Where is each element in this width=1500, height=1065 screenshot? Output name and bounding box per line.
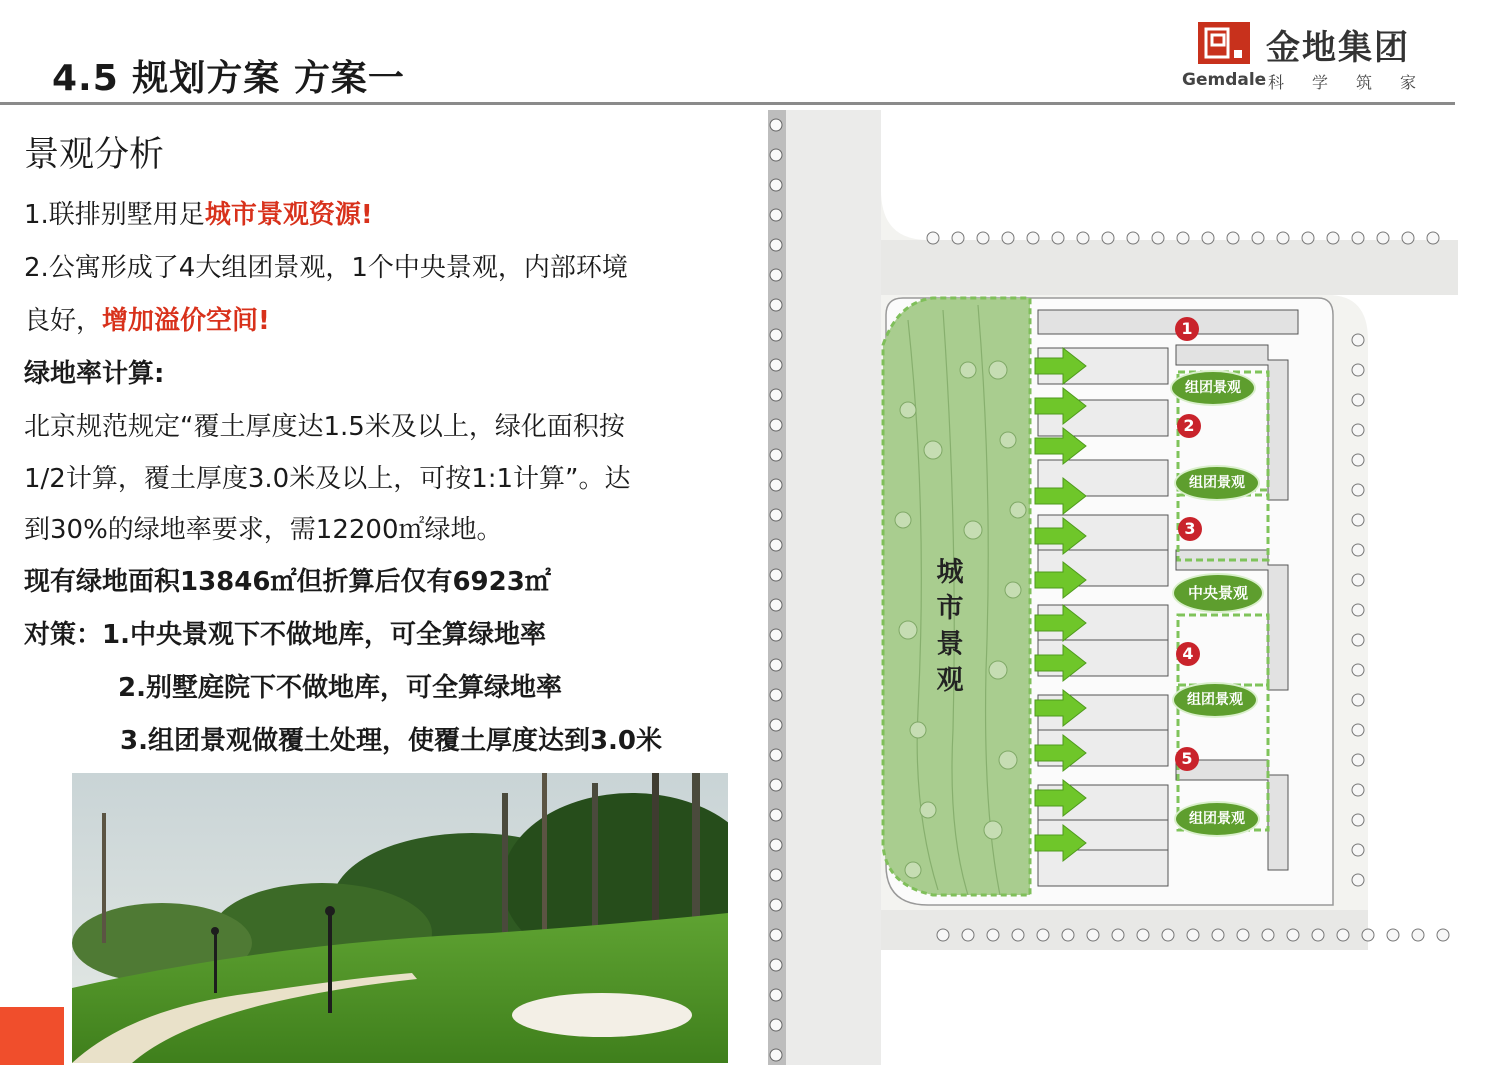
- rule-line-1: 北京规范规定“覆土厚度达1.5米及以上，绿化面积按: [24, 412, 625, 442]
- marker-2: 2: [1177, 414, 1201, 438]
- logo-name: 金地集团: [1266, 28, 1410, 68]
- cluster-landscape-oval-1: 组团景观: [1170, 370, 1256, 406]
- city-landscape-char-3: 景: [936, 629, 964, 660]
- marker-3: 3: [1178, 517, 1202, 541]
- site-plan: [768, 110, 1458, 1065]
- point-1-highlight: 城市景观资源!: [204, 200, 373, 230]
- central-landscape-oval: 中央景观: [1172, 573, 1264, 613]
- landscape-photo: [72, 773, 728, 1063]
- page-title: 4.5 规划方案 方案一: [52, 58, 405, 99]
- section-heading: 景观分析: [24, 135, 165, 175]
- cluster-landscape-oval-3: 组团景观: [1172, 682, 1258, 718]
- company-logo: [1182, 18, 1445, 92]
- point-2-cont-text: 良好，: [24, 306, 103, 336]
- city-landscape-label: [930, 555, 970, 699]
- point-2: 2.公寓形成了4大组团景观，1个中央景观，内部环境: [24, 253, 628, 283]
- gemdale-logo-icon: [1198, 22, 1250, 64]
- marker-1: 1: [1175, 317, 1199, 341]
- measure-2: 2.别墅庭院下不做地库，可全算绿地率: [118, 673, 562, 703]
- city-landscape-char-4: 观: [936, 665, 964, 696]
- rule-line-2: 1/2计算，覆土厚度3.0米及以上，可按1:1计算”。达: [24, 464, 631, 494]
- cluster-landscape-oval-4: 组团景观: [1174, 801, 1260, 837]
- measure-1: 对策：1.中央景观下不做地库，可全算绿地率: [24, 620, 546, 650]
- marker-4: 4: [1176, 642, 1200, 666]
- rule-line-3: 到30%的绿地率要求，需12200㎡绿地。: [24, 515, 503, 545]
- city-landscape-char-2: 市: [936, 593, 964, 624]
- green-ratio-heading: 绿地率计算:: [24, 359, 165, 389]
- logo-english: Gemdale: [1182, 70, 1267, 90]
- point-1: [24, 200, 373, 230]
- marker-5: 5: [1175, 747, 1199, 771]
- point-2-highlight: 增加溢价空间!: [102, 306, 270, 336]
- point-1-text: 1.联排别墅用足: [24, 200, 205, 230]
- logo-slogan: 科学筑家: [1268, 73, 1445, 92]
- corner-accent: [0, 1007, 64, 1065]
- existing-area: 现有绿地面积13846㎡但折算后仅有6923㎡: [24, 567, 551, 597]
- point-2-cont: [24, 306, 270, 336]
- title-divider: [0, 102, 1455, 105]
- city-landscape-char-1: 城: [936, 557, 964, 588]
- cluster-landscape-oval-2: 组团景观: [1174, 465, 1260, 501]
- measure-3: 3.组团景观做覆土处理，使覆土厚度达到3.0米: [120, 726, 663, 756]
